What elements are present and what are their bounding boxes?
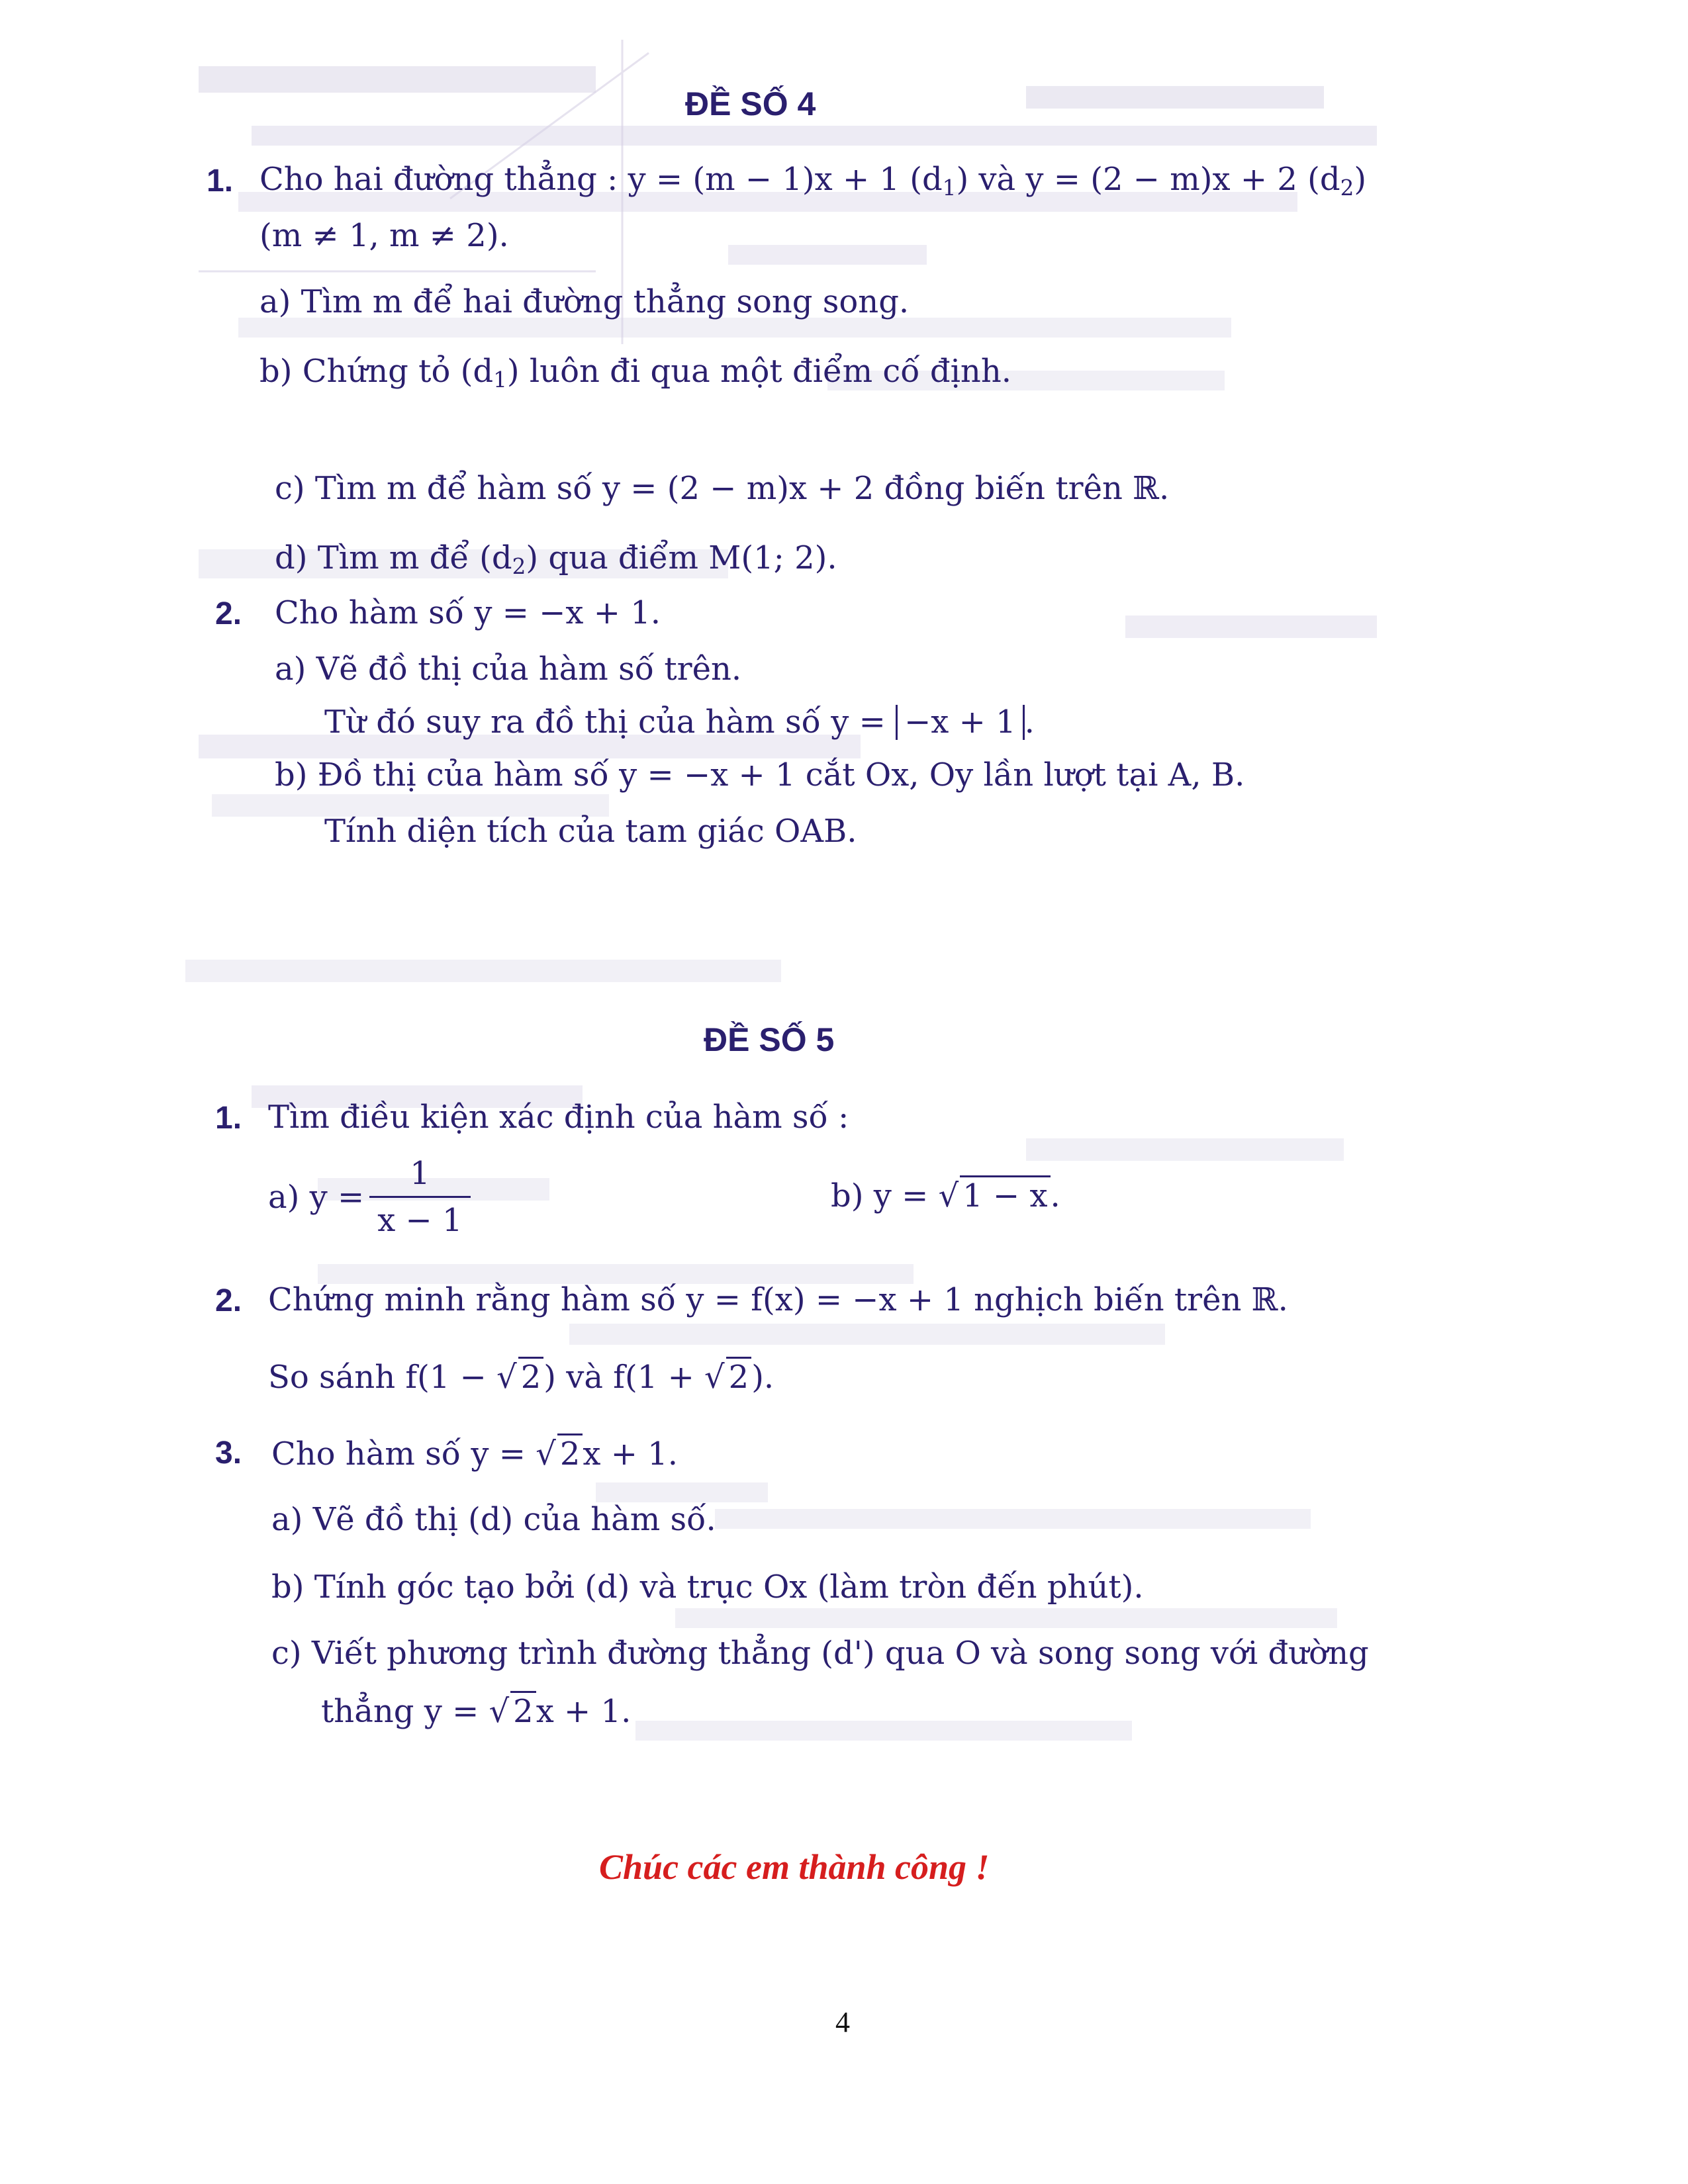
exam-4-question-1-intro — [259, 161, 1366, 201]
q1-intro-part-b: ) và y = (2 − m)x + 2 (d — [956, 161, 1340, 198]
q1b-post: ) luôn đi qua một điểm cố định. — [506, 353, 1012, 390]
exam-5-question-3-intro — [271, 1433, 678, 1473]
q2a-abs-post: . — [1024, 704, 1035, 741]
q1b-post: . — [1050, 1177, 1060, 1214]
square-root-icon: √ 2 — [704, 1357, 751, 1396]
compare-pre: So sánh f(1 − — [268, 1359, 487, 1396]
fraction-denominator: x − 1 — [369, 1196, 470, 1239]
exam-4-question-1a: a) Tìm m để hai đường thẳng song song. — [259, 283, 910, 320]
exam-4-question-1b — [259, 353, 1011, 392]
exam-5-question-3c: c) Viết phương trình đường thẳng (d') qua O và song song với đường — [271, 1635, 1369, 1672]
exam-5-question-1b — [831, 1175, 1060, 1214]
absolute-value-expression: −x + 1 — [896, 705, 1025, 740]
q3c-post: x + 1. — [536, 1693, 632, 1730]
subscript-2: 2 — [512, 554, 526, 580]
subscript-1: 1 — [942, 175, 957, 201]
q1d-pre: d) Tìm m để (d — [275, 539, 512, 576]
square-root-icon: √ 1 − x — [939, 1175, 1051, 1214]
exam-5-question-1a — [268, 1155, 476, 1239]
closing-message: Chúc các em thành công ! — [599, 1847, 990, 1887]
radicand: 2 — [557, 1433, 583, 1473]
exam-4-question-2a: a) Vẽ đồ thị của hàm số trên. — [275, 651, 742, 688]
exam-5-title: ĐỀ SỐ 5 — [704, 1021, 835, 1058]
fraction-numerator: 1 — [410, 1155, 430, 1192]
exam-5-question-3a: a) Vẽ đồ thị (d) của hàm số. — [271, 1501, 716, 1538]
square-root-icon: √ 2 — [489, 1691, 536, 1730]
fraction — [369, 1155, 470, 1239]
q1d-post: ) qua điểm M(1; 2). — [526, 539, 837, 576]
page-number: 4 — [835, 2006, 850, 2038]
exam-5-question-2-intro: Chứng minh rằng hàm số y = f(x) = −x + 1 nghịch biến trên ℝ. — [268, 1281, 1288, 1318]
exam-4-question-1d — [275, 539, 837, 579]
q3c-pre: thẳng y = — [321, 1693, 479, 1730]
exam-4-question-2b: b) Đồ thị của hàm số y = −x + 1 cắt Ox, Oy lần lượt tại A, B. — [275, 756, 1245, 794]
exam-4-question-1c: c) Tìm m để hàm số y = (2 − m)x + 2 đồng biến trên ℝ. — [275, 470, 1170, 507]
exam-4-question-2-number: 2. — [215, 596, 242, 631]
compare-mid: ) và f(1 + — [543, 1359, 694, 1396]
exam-4-question-2-intro: Cho hàm số y = −x + 1. — [275, 594, 661, 631]
q3-intro-post: x + 1. — [583, 1435, 678, 1473]
exam-4-question-2b-area: Tính diện tích của tam giác OAB. — [324, 813, 857, 850]
radicand: 2 — [510, 1691, 536, 1730]
exam-5-question-1-number: 1. — [215, 1101, 242, 1136]
q1b-pre: b) Chứng tỏ (d — [259, 353, 494, 390]
compare-post: ). — [751, 1359, 774, 1396]
exam-5-question-2-number: 2. — [215, 1283, 242, 1318]
subscript-1: 1 — [493, 367, 507, 393]
exam-5-question-3b: b) Tính góc tạo bởi (d) và trục Ox (làm tròn đến phút). — [271, 1569, 1144, 1606]
radicand: 2 — [518, 1357, 544, 1396]
q2a-abs-pre: Từ đó suy ra đồ thị của hàm số y = — [324, 704, 886, 741]
square-root-icon: √ 2 — [536, 1433, 583, 1473]
exam-5-question-3c-line — [321, 1691, 631, 1730]
exam-4-question-2a-absolute — [324, 704, 1035, 741]
q1b-pre: b) y = — [831, 1177, 929, 1214]
q1-intro-part-a: Cho hai đường thẳng : y = (m − 1)x + 1 (d — [259, 161, 943, 198]
q1a-pre: a) y = — [268, 1178, 365, 1216]
subscript-2: 2 — [1340, 175, 1354, 201]
exam-5-question-2-compare — [268, 1357, 774, 1396]
q3-intro-pre: Cho hàm số y = — [271, 1435, 526, 1473]
radicand: 2 — [726, 1357, 752, 1396]
exam-4-question-1-number: 1. — [207, 163, 234, 199]
q1-intro-part-c: ) — [1354, 161, 1367, 198]
square-root-icon: √ 2 — [496, 1357, 543, 1396]
exam-5-question-3-number: 3. — [215, 1435, 242, 1471]
exam-4-title: ĐỀ SỐ 4 — [685, 85, 816, 122]
radicand: 1 − x — [960, 1175, 1050, 1214]
exam-5-question-1-intro: Tìm điều kiện xác định của hàm số : — [268, 1099, 849, 1136]
exam-4-question-1-condition: (m ≠ 1, m ≠ 2). — [259, 217, 509, 254]
